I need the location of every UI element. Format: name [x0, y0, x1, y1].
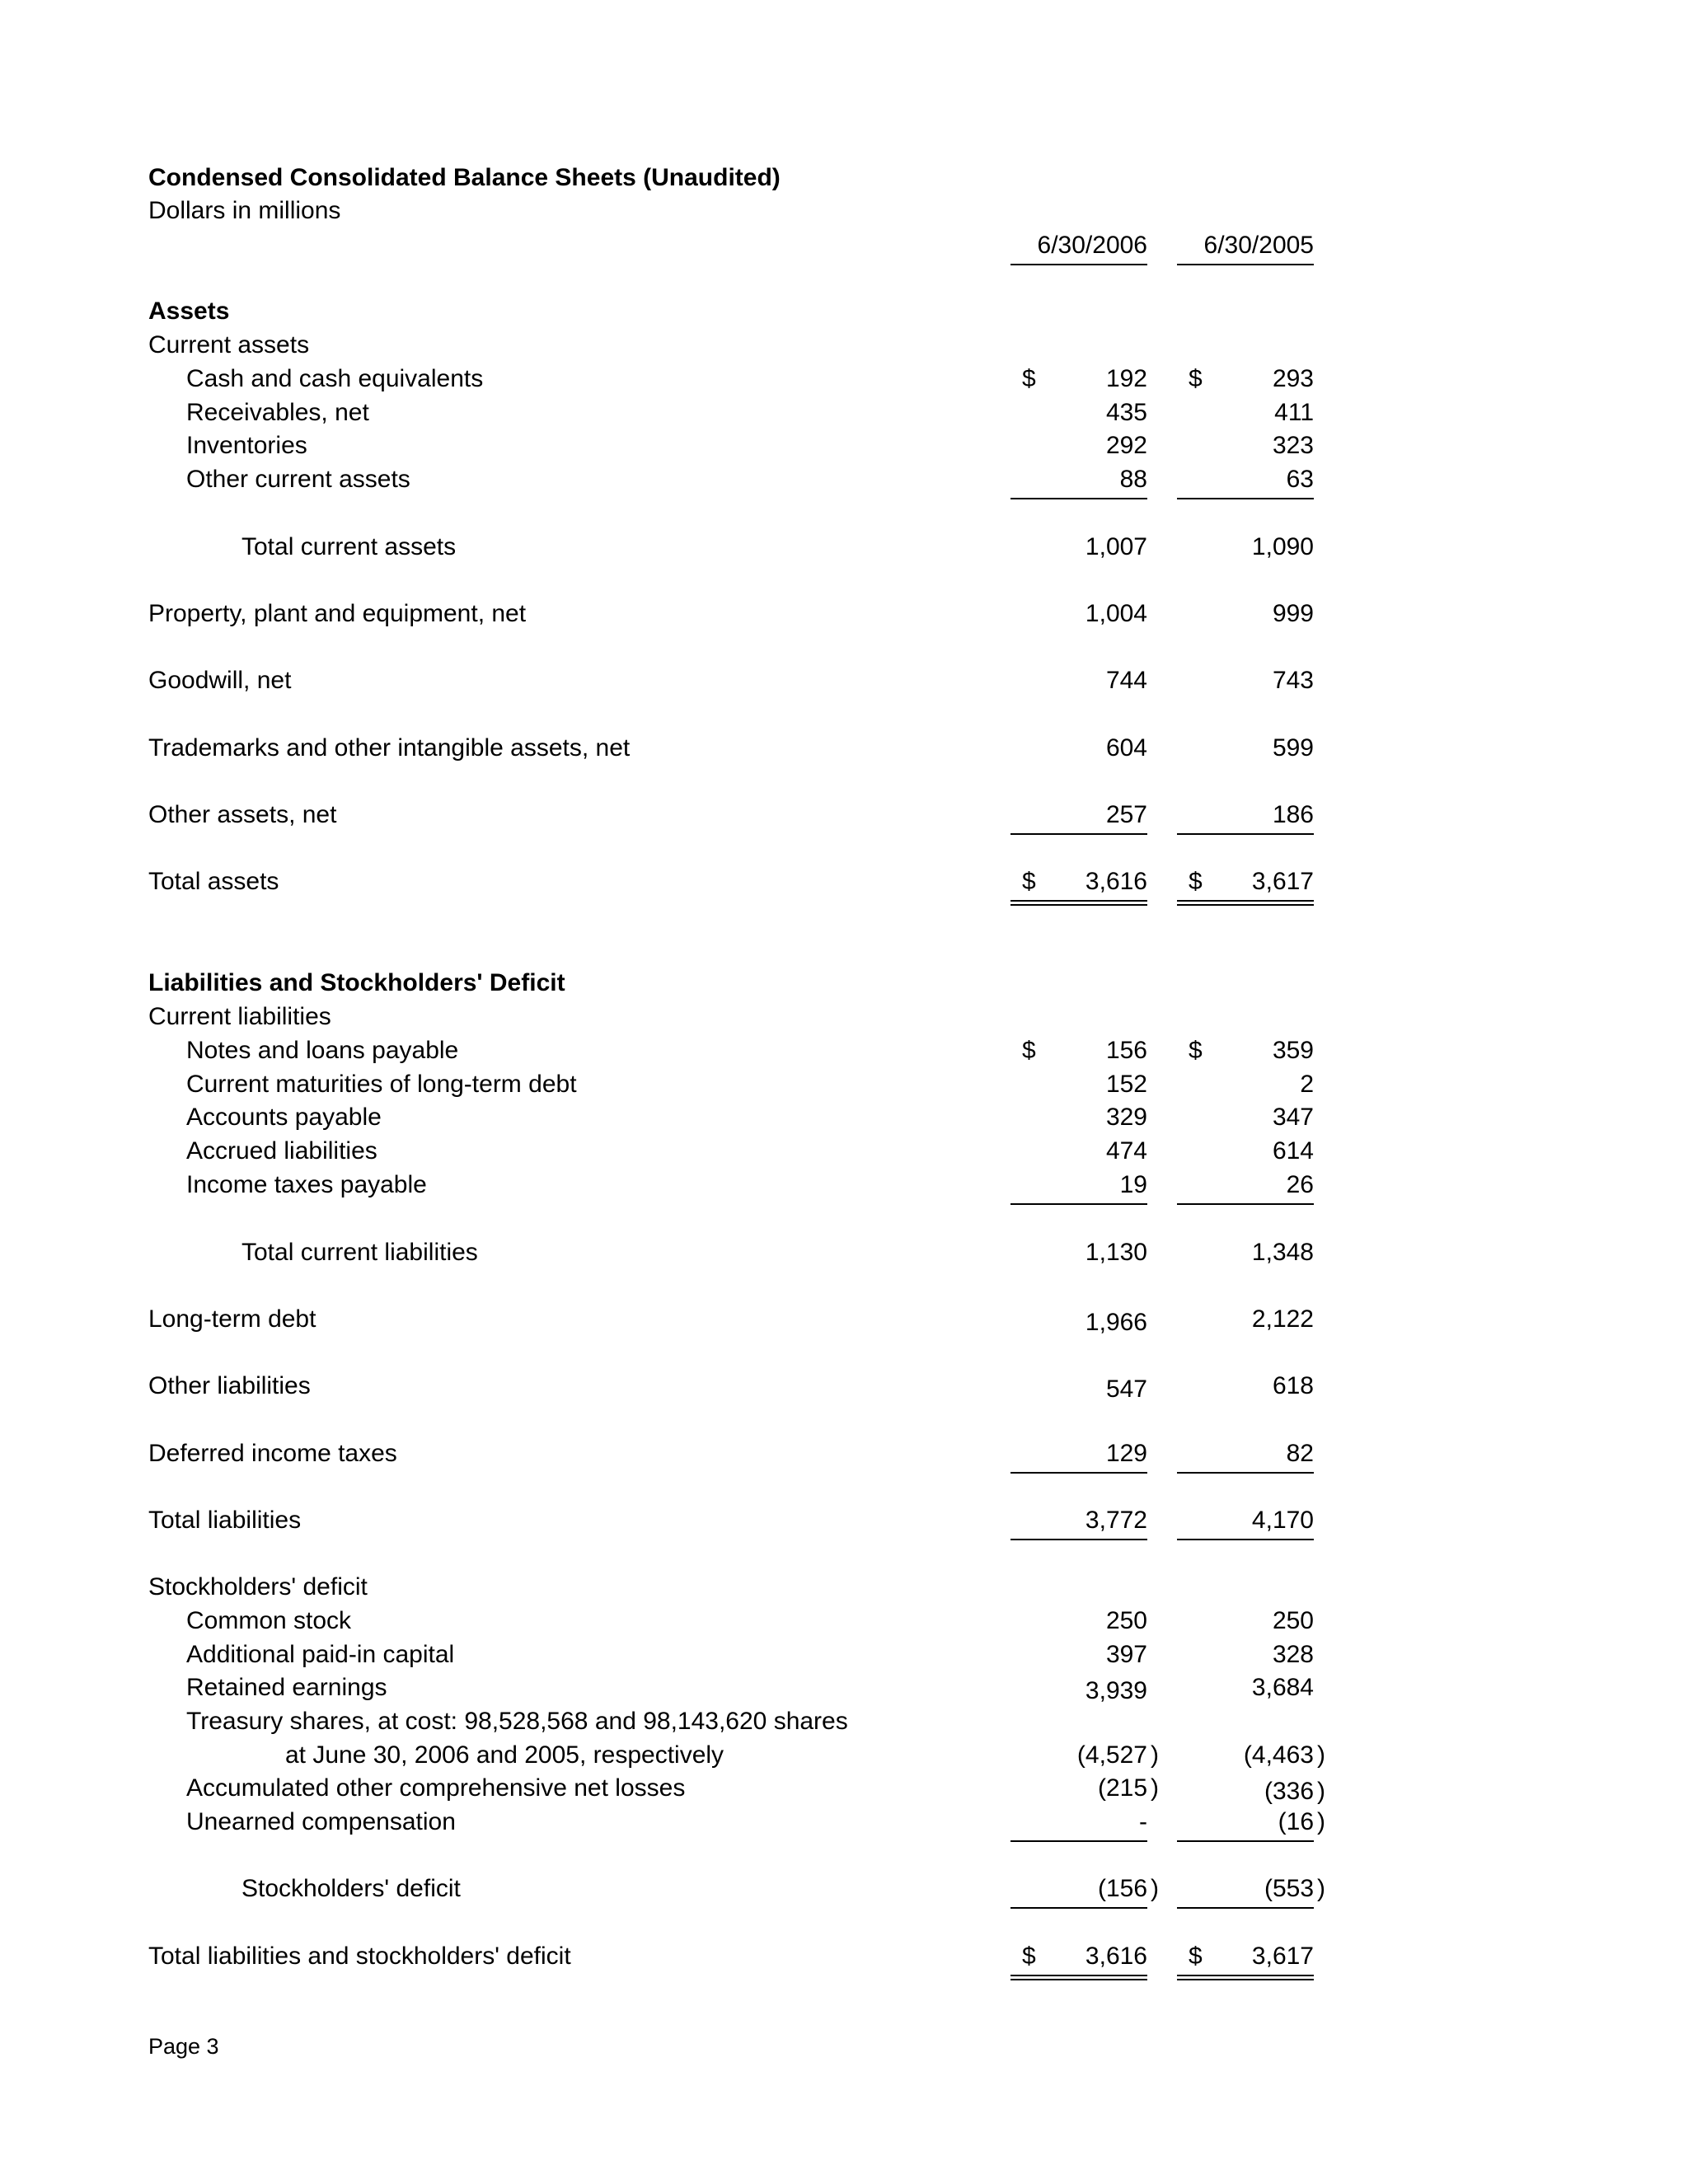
trademarks-row [0, 732, 1688, 765]
other-current-assets-row [0, 463, 1688, 496]
other-liabilities-2006: 547 [1105, 1376, 1147, 1403]
total-current-liabilities-2005: 1,348 [1251, 1239, 1314, 1266]
aocl-2006: (215 [1097, 1774, 1147, 1802]
equity-heading-row [0, 1571, 1688, 1604]
common-stock-label: Common stock [186, 1607, 352, 1634]
equity-heading: Stockholders' deficit [148, 1573, 368, 1601]
equity-total-label: Stockholders' deficit [241, 1875, 461, 1902]
total-assets-2005: 3,617 [1251, 868, 1314, 895]
accrued-row [0, 1135, 1688, 1168]
ppe-row [0, 598, 1688, 630]
accrued-label: Accrued liabilities [186, 1137, 377, 1165]
total-current-assets-2006: 1,007 [1085, 533, 1147, 560]
receivables-2006: 435 [1105, 399, 1147, 426]
goodwill-label: Goodwill, net [148, 667, 292, 694]
deferred-taxes-2006: 129 [1105, 1440, 1147, 1467]
retained-earnings-2006: 3,939 [1085, 1677, 1147, 1704]
trademarks-2005: 599 [1272, 734, 1314, 762]
other-current-assets-2005: 63 [1286, 466, 1314, 493]
column-header-row [0, 229, 1688, 262]
goodwill-2005: 743 [1272, 667, 1314, 694]
treasury-2005: (4,463 [1243, 1741, 1314, 1769]
dollar-sign: $ [1189, 365, 1203, 392]
report-subtitle: Dollars in millions [148, 197, 341, 224]
receivables-label: Receivables, net [186, 399, 369, 426]
deferred-taxes-row [0, 1437, 1688, 1470]
ppe-label: Property, plant and equipment, net [148, 600, 527, 627]
accrued-2006: 474 [1105, 1137, 1147, 1165]
grand-total-row [0, 1940, 1688, 1973]
long-term-debt-row [0, 1303, 1688, 1336]
treasury-desc-row [0, 1705, 1688, 1738]
total-assets-row [0, 865, 1688, 898]
current-maturities-2006: 152 [1105, 1071, 1147, 1098]
liabilities-heading: Liabilities and Stockholders' Deficit [148, 969, 565, 996]
unearned-comp-row: Unearned compensation - (16 ) [0, 1806, 1688, 1839]
goodwill-2006: 744 [1105, 667, 1147, 694]
column-header-2005: 6/30/2005 [1177, 229, 1314, 262]
ppe-2005: 999 [1272, 600, 1314, 627]
other-current-assets-label: Other current assets [186, 466, 410, 493]
total-current-liabilities-2006: 1,130 [1085, 1239, 1147, 1266]
cash-label: Cash and cash equivalents [186, 365, 484, 392]
notes-2006: 156 [1105, 1037, 1147, 1064]
inventories-2006: 292 [1105, 432, 1147, 459]
dollar-sign: $ [1022, 1037, 1036, 1064]
common-stock-2005: 250 [1272, 1607, 1314, 1634]
other-assets-2006: 257 [1105, 801, 1147, 828]
trademarks-label: Trademarks and other intangible assets, net [148, 734, 631, 762]
deferred-taxes-2005: 82 [1286, 1440, 1314, 1467]
total-current-assets-2005: 1,090 [1251, 533, 1314, 560]
cash-2005: 293 [1272, 365, 1314, 392]
other-liabilities-row [0, 1370, 1688, 1403]
unearned-comp-label: Unearned compensation [186, 1808, 456, 1835]
treasury-label: at June 30, 2006 and 2005, respectively [285, 1741, 724, 1769]
total-assets-2006: 3,616 [1085, 868, 1147, 895]
cash-row [0, 363, 1688, 396]
dollar-sign: $ [1189, 868, 1203, 895]
unearned-comp-2006: - [1139, 1808, 1147, 1835]
cash-2006: 192 [1105, 365, 1147, 392]
total-current-liabilities-label: Total current liabilities [241, 1239, 478, 1266]
current-assets-heading-row [0, 329, 1688, 362]
dollar-sign: $ [1189, 1943, 1203, 1970]
liabilities-heading-row [0, 967, 1688, 1000]
inventories-2005: 323 [1272, 432, 1314, 459]
long-term-debt-2006: 1,966 [1085, 1309, 1147, 1336]
assets-heading: Assets [148, 298, 230, 325]
current-maturities-row [0, 1068, 1688, 1101]
other-assets-label: Other assets, net [148, 801, 337, 828]
total-current-assets-label: Total current assets [241, 533, 457, 560]
retained-earnings-label: Retained earnings [186, 1674, 387, 1701]
income-taxes-label: Income taxes payable [186, 1171, 427, 1198]
apic-row [0, 1638, 1688, 1671]
accounts-payable-2005: 347 [1272, 1104, 1314, 1131]
current-maturities-label: Current maturities of long-term debt [186, 1071, 577, 1098]
report-subtitle-row [0, 194, 1688, 227]
common-stock-row [0, 1605, 1688, 1638]
other-liabilities-label: Other liabilities [148, 1372, 311, 1399]
page-footer-row [0, 2030, 1688, 2063]
equity-total-row: Stockholders' deficit (156 ) (553 ) [0, 1872, 1688, 1905]
dollar-sign: $ [1022, 868, 1036, 895]
inventories-label: Inventories [186, 432, 307, 459]
grand-total-label: Total liabilities and stockholders' deficit [148, 1943, 571, 1970]
goodwill-row [0, 664, 1688, 697]
income-taxes-2005: 26 [1286, 1171, 1314, 1198]
receivables-2005: 411 [1274, 399, 1314, 426]
accrued-2005: 614 [1272, 1137, 1314, 1165]
apic-2005: 328 [1272, 1641, 1314, 1668]
notes-row [0, 1034, 1688, 1067]
apic-2006: 397 [1105, 1641, 1147, 1668]
dollar-sign: $ [1022, 1943, 1036, 1970]
current-maturities-2005: 2 [1300, 1071, 1314, 1098]
treasury-desc-line1: Treasury shares, at cost: 98,528,568 and 98,143,620 shares [186, 1708, 848, 1735]
treasury-2006: (4,527 [1076, 1741, 1147, 1769]
report-title: Condensed Consolidated Balance Sheets (Unaudited) [148, 164, 781, 191]
equity-total-2006: (156 [1097, 1875, 1147, 1902]
total-liabilities-2006: 3,772 [1085, 1507, 1147, 1534]
current-assets-heading: Current assets [148, 331, 310, 359]
grand-total-2006: 3,616 [1085, 1943, 1147, 1970]
total-liabilities-row [0, 1504, 1688, 1537]
grand-total-2005: 3,617 [1251, 1943, 1314, 1970]
column-header-2006: 6/30/2006 [1010, 229, 1147, 262]
equity-total-2005: (553 [1264, 1875, 1314, 1902]
total-assets-label: Total assets [148, 868, 279, 895]
long-term-debt-2005: 2,122 [1251, 1305, 1314, 1333]
long-term-debt-label: Long-term debt [148, 1305, 316, 1333]
treasury-row: at June 30, 2006 and 2005, respectively (4,527 ) (4,463 ) [0, 1739, 1688, 1772]
other-current-assets-2006: 88 [1119, 466, 1147, 493]
inventories-row [0, 429, 1688, 462]
aocl-2005: (336 [1264, 1778, 1314, 1805]
total-current-assets-row [0, 531, 1688, 564]
other-liabilities-2005: 618 [1272, 1372, 1314, 1399]
current-liabilities-heading-row [0, 1001, 1688, 1033]
page-number: Page 3 [148, 2034, 219, 2059]
common-stock-2006: 250 [1105, 1607, 1147, 1634]
notes-2005: 359 [1272, 1037, 1314, 1064]
current-liabilities-heading: Current liabilities [148, 1003, 331, 1030]
total-liabilities-label: Total liabilities [148, 1507, 302, 1534]
accounts-payable-label: Accounts payable [186, 1104, 382, 1131]
ppe-2006: 1,004 [1085, 600, 1147, 627]
unearned-comp-2005: (16 [1278, 1808, 1314, 1835]
income-taxes-row [0, 1169, 1688, 1202]
receivables-row [0, 396, 1688, 429]
dollar-sign: $ [1189, 1037, 1203, 1064]
retained-earnings-row [0, 1671, 1688, 1704]
deferred-taxes-label: Deferred income taxes [148, 1440, 397, 1467]
dollar-sign: $ [1022, 365, 1036, 392]
total-current-liabilities-row [0, 1236, 1688, 1269]
apic-label: Additional paid-in capital [186, 1641, 455, 1668]
other-assets-row [0, 799, 1688, 832]
retained-earnings-2005: 3,684 [1251, 1674, 1314, 1701]
assets-heading-row [0, 295, 1688, 328]
aocl-row: Accumulated other comprehensive net losses (215 ) (336 ) [0, 1772, 1688, 1805]
total-liabilities-2005: 4,170 [1251, 1507, 1314, 1534]
aocl-label: Accumulated other comprehensive net losses [186, 1774, 686, 1802]
other-assets-2005: 186 [1272, 801, 1314, 828]
report-title-row [0, 162, 1688, 194]
trademarks-2006: 604 [1105, 734, 1147, 762]
accounts-payable-2006: 329 [1105, 1104, 1147, 1131]
income-taxes-2006: 19 [1119, 1171, 1147, 1198]
accounts-payable-row [0, 1101, 1688, 1134]
notes-label: Notes and loans payable [186, 1037, 459, 1064]
